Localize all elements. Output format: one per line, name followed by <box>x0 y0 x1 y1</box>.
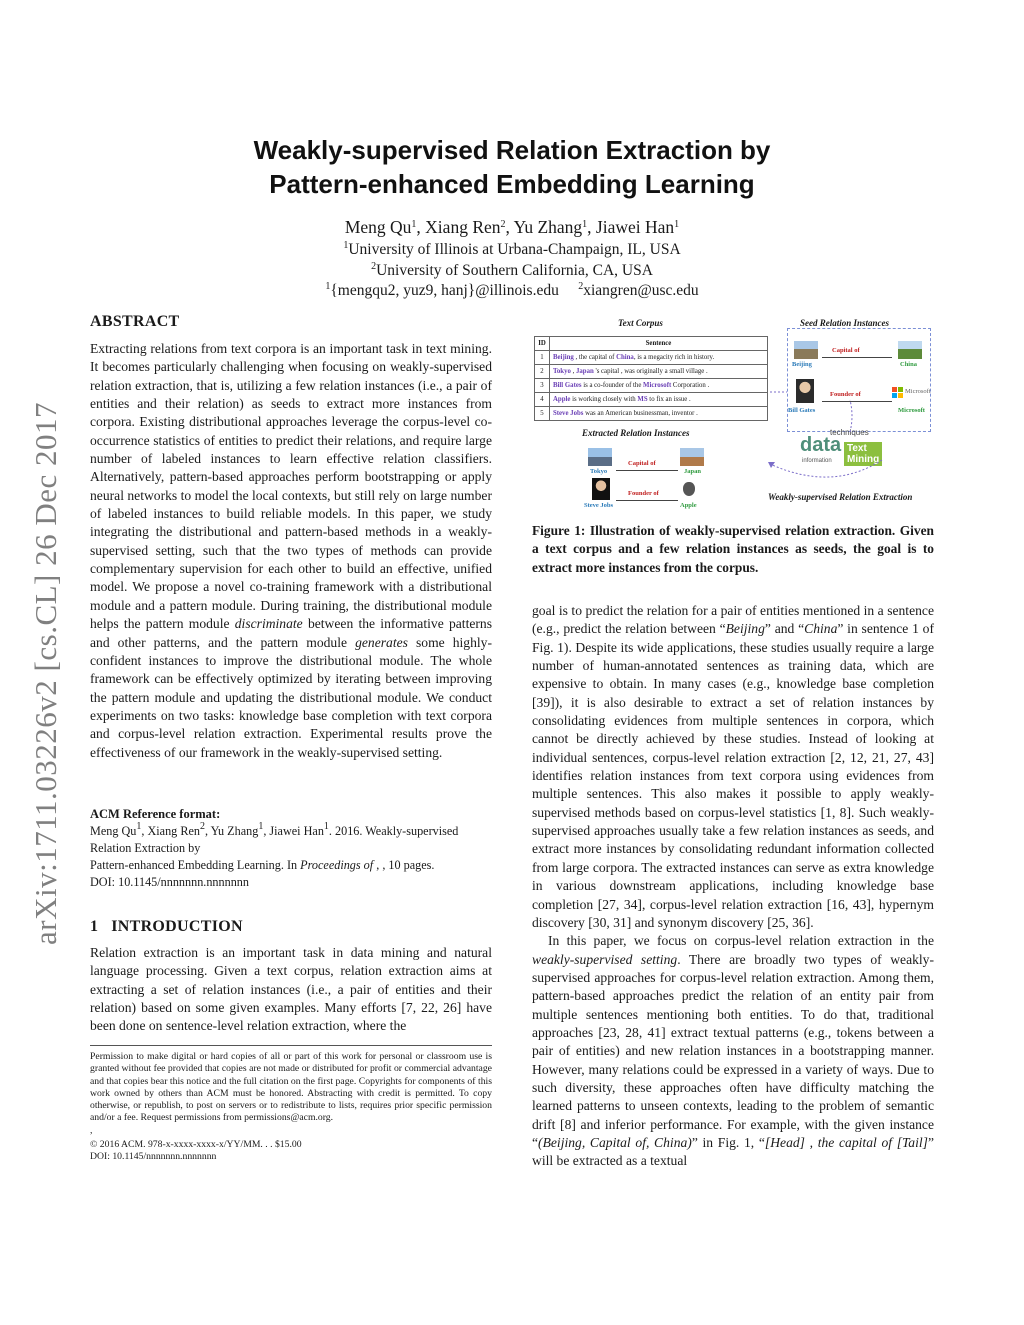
body-text: ” in Fig. 1, “ <box>691 1134 765 1150</box>
founder-of-label: Founder of <box>830 391 861 398</box>
section-number: 1 <box>90 918 99 935</box>
body-text: . There are broadly two types of weakly-supervised approaches for corpus-level relation extraction. Among them, pattern-based approaches predict the relation of an entity pair from multiple sentences mentioning both entities. To do that, traditional approaches [23, 28, 41] extract textual patterns (e.g., tokens between a pair of entities) and new relation instances in a bootstrapping manner. However, many relations could be expressed in a variety of ways. Due to such diversity, these approaches often have difficulty matching the learned patterns to unseen contexts, leading to the problem of semantic drift [8] and inferior performance. For example, with the given instance “ <box>532 951 934 1150</box>
figure-1 <box>532 312 932 517</box>
ref-emphasis: Proceedings of <box>300 858 374 872</box>
flow-arrows <box>532 312 932 517</box>
author-name: Meng Qu <box>344 217 412 237</box>
extracted-instances-label: Extracted Relation Instances <box>582 428 690 438</box>
affiliation-marker: 1 <box>323 821 329 832</box>
entity: China <box>616 354 634 361</box>
abstract-emphasis: generates <box>355 634 408 650</box>
bill-gates-caption: Bill Gates <box>788 407 816 414</box>
entity: Tokyo <box>553 368 571 375</box>
microsoft-caption: Microsoft <box>898 407 925 414</box>
permission-footnote <box>90 1051 492 1164</box>
affiliation-line <box>200 240 824 261</box>
affiliation-text: University of Southern California, CA, USA <box>376 261 653 279</box>
seed-instances-label: Seed Relation Instances <box>800 318 890 328</box>
paper-title <box>140 133 884 201</box>
row-id: 4 <box>535 393 550 407</box>
abstract-text: some highly-confident instances to improve the distributional module. The whole framework can be effectively optimized by iterating between improving the pattern module and updating the distributional module. We conduct experiments on two tasks: knowledge base completion with text corpora and corpus-level relation extraction. Experimental results prove the effectiveness of our framework in the weakly-supervised setting. <box>90 634 492 760</box>
row-id: 2 <box>535 365 550 379</box>
email-line <box>200 281 824 302</box>
ref-doi: DOI: 10.1145/nnnnnnn.nnnnnnn <box>90 875 249 889</box>
sentence-text: Corporation . <box>671 382 710 389</box>
affiliation-marker: 2 <box>578 281 584 292</box>
abstract-emphasis: discriminate <box>234 616 303 632</box>
footnote-copyright: © 2016 ACM. 978-x-xxxx-xxxx-x/YY/MM. . . $15.00 <box>90 1139 302 1151</box>
abstract-text: between the informative patterns and other patterns, and the pattern module <box>90 616 492 650</box>
affiliations <box>200 240 824 302</box>
sentence-text: to fix an issue . <box>647 396 691 403</box>
affiliation-marker: 1 <box>582 219 588 230</box>
body-emphasis: (Beijing, Capital of, China) <box>538 1134 692 1150</box>
weakly-supervised-label: Weakly-supervised Relation Extraction <box>768 492 913 502</box>
steve-jobs-caption: Steve Jobs <box>584 502 614 509</box>
capital-of-label: Capital of <box>832 347 860 354</box>
author-list: Meng Qu$^1$, Xiang Ren$^2$, Yu Zhang$^1$, Jiawei Han$^1$ <box>344 217 680 237</box>
affiliation-marker: 1 <box>258 821 264 832</box>
founder-of-label: Founder of <box>628 490 659 497</box>
intro-heading <box>90 918 243 936</box>
section-title: INTRODUCTION <box>111 918 243 935</box>
body-text: goal is to predict the relation for a pair of entities mentioned in a sentence (e.g., predict the relation between “ <box>532 603 934 637</box>
ref-text: , Yu Zhang <box>204 824 259 838</box>
row-id: 5 <box>535 407 550 421</box>
affiliation-line <box>200 261 824 282</box>
affiliation-marker: 1 <box>136 821 142 832</box>
entity: Steve Jobs <box>553 410 584 417</box>
footnote-text: Permission to make digital or hard copies of all or part of this work for personal or classroom use is granted without fee provided that copies are not made or distributed for profit or commercial advantage and that copies bear this notice and the full citation on the first page. Copyrights for components of this work owned by others than ACM must be honored. Abstracting with credit is permitted. To copy otherwise, or republish, to post on servers or to redistribute to lists, requires prior specific permission and/or a fee. Request permissions from permissions@acm.org. <box>90 1051 492 1124</box>
sentence-text: is working closely with <box>570 396 638 403</box>
email-address: xiangren@usc.edu <box>583 282 699 299</box>
body-text: ” will be extracted as a textual <box>532 1134 934 1169</box>
footnote-doi: DOI: 10.1145/nnnnnnn.nnnnnnn <box>90 1151 217 1163</box>
capital-of-label: Capital of <box>628 460 656 467</box>
text-corpus-label: Text Corpus <box>618 318 663 328</box>
email-address: {mengqu2, yuz9, hanj}@illinois.edu <box>330 282 559 299</box>
affiliation-marker: 1 <box>674 219 680 230</box>
ref-text: Pattern-enhanced Embedding Learning. In <box>90 858 301 872</box>
affiliation-marker: 2 <box>500 219 506 230</box>
cloud-word: data <box>800 434 842 456</box>
china-caption: China <box>900 361 917 368</box>
entity: MS <box>637 396 648 403</box>
title-line-2: Pattern-enhanced Embedding Learning <box>269 169 755 199</box>
abstract-heading: ABSTRACT <box>90 313 180 330</box>
ref-text: Meng Qu <box>90 824 137 838</box>
table-header-id: ID <box>535 337 550 351</box>
affiliation-text: University of Illinois at Urbana-Champaign, IL, USA <box>348 241 681 258</box>
body-emphasis: China <box>804 621 838 637</box>
author-name: Yu Zhang <box>513 217 583 237</box>
acm-reference <box>90 823 492 891</box>
intro-paragraph: Relation extraction is an important task in data mining and natural language processing. Given a text corpus, relation extraction aims at extracting a set of relation instances (i.e., a pair of entities and their relation) based on some given examples. Many efforts [7, 22, 26] have been done on sentence-level relation extraction, where the <box>90 945 492 1034</box>
author-name: Jiawei Han <box>595 217 675 237</box>
footnote-text: , <box>90 1124 93 1136</box>
sentence-text: , is a megacity rich in history. <box>633 354 715 361</box>
entity: Bill Gates <box>553 382 582 389</box>
paragraph <box>532 602 934 932</box>
title-line-1: Weakly-supervised Relation Extraction by <box>253 135 771 165</box>
cloud-word: techniques <box>830 428 869 437</box>
author-name: Xiang Ren <box>425 217 501 237</box>
tokyo-caption: Tokyo <box>590 468 608 475</box>
entity: Japan <box>576 368 594 375</box>
abstract-text: Extracting relations from text corpora is an important task in text mining. It becomes particularly challenging when focusing on weakly-supervised relation extraction, that is, utilizing a few relation instances (i.e., a pair of entities and their relation) as seeds to extract more instances from corpora. Existing distributional approaches leverage the corpus-level co-occurrence statistics of entities to predict their relations, and require large number of labeled instances to learn effective relation classifiers. Alternatively, pattern-based approaches perform bootstrapping or apply neural networks to model the local contexts, but still rely on large number of labeled instances to build reliable models. In this paper, we study integrating the distributional and pattern-based methods in a weakly-supervised setting, such that the two types of methods can provide complementary supervision for each other to build an effective, unified model. We propose a novel co-training framework with a distributional module and a pattern module. During training, the distributional module helps the pattern module <box>90 341 492 632</box>
figure-caption: Figure 1: Illustration of weakly-supervised relation extraction. Given a text corpus and a few relation instances as seeds, the goal is to extract more instances from the corpus. <box>532 523 934 575</box>
apple-caption: Apple <box>680 502 697 509</box>
right-column-body <box>532 602 934 1171</box>
paragraph <box>532 932 934 1170</box>
cloud-word: Text <box>847 443 867 454</box>
cloud-word: information <box>802 458 832 464</box>
body-text: ” in sentence 1 of Fig. 1). Despite its wide applications, these studies usually require a large number of human-annotated sentences as training data, which are expensive to obtain. In many cases (e.g., knowledge base completion [39]), it is also desirable to extract a set of relation instances by consolidating evidences from multiple sentences in corpora, which cannot be directly achieved by these studies. Instead of looking at individual sentences, corpus-level relation extraction [2, 12, 21, 27, 43] identifies relation instances from text corpora using evidences from multiple sentences. This also makes it possible to apply weakly-supervised methods based on corpus-level statistics [1, 8]. Such weakly-supervised approaches usually take a few relation instances as seeds, and extract more instances by consolidating redundant information collected from large corpora. The extracted instances can serve as extra knowledge in various downstream applications, including knowledge base completion [27, 34], corpus-level relation extraction [16, 43], hypernym discovery [30, 31] and synonym discovery [25, 36]. <box>532 621 934 930</box>
body-emphasis: Beijing <box>725 621 765 637</box>
entity: Beijing <box>553 354 574 361</box>
ref-text: , , 10 pages. <box>373 858 435 872</box>
sentence-text: , <box>570 368 576 375</box>
affiliation-marker: 1 <box>343 240 349 251</box>
row-id: 3 <box>535 379 550 393</box>
body-emphasis: [Head] , the capital of [Tail] <box>764 1134 928 1150</box>
sentence-text: , the capital of <box>573 354 617 361</box>
entity: Microsoft <box>643 382 672 389</box>
sentence-text: was an American businessman, inventor . <box>583 410 698 417</box>
body-text: ” and “ <box>764 621 805 637</box>
affiliation-marker: 2 <box>199 821 205 832</box>
entity: Apple <box>553 396 571 403</box>
affiliation-marker: 2 <box>371 260 377 272</box>
affiliation-marker: 1 <box>325 281 331 292</box>
beijing-caption: Beijing <box>792 361 812 368</box>
body-text: In this paper, we focus on corpus-level relation extraction in the <box>548 933 934 949</box>
body-emphasis: weakly-supervised setting <box>532 951 678 967</box>
arxiv-side-stamp: arXiv:1711.03226v2 [cs.CL] 26 Dec 2017 <box>28 401 63 945</box>
microsoft-logo-text: Microsoft <box>905 388 931 395</box>
japan-caption: Japan <box>684 468 701 475</box>
affiliation-marker: 1 <box>411 219 417 230</box>
sentence-text: 's capital , was originally a small village . <box>593 368 708 375</box>
ref-text: , Xiang Ren <box>141 824 200 838</box>
row-id: 1 <box>535 351 550 365</box>
cloud-word: Mining <box>847 454 880 465</box>
abstract-body <box>90 340 492 762</box>
acm-reference-heading: ACM Reference format: <box>90 807 221 821</box>
table-header-sentence: Sentence <box>550 337 768 351</box>
ref-text: . 2016. Weakly-supervised Relation Extraction by <box>90 824 459 855</box>
sentence-text: is a co-founder of the <box>581 382 644 389</box>
ref-text: , Jiawei Han <box>263 824 324 838</box>
footnote-rule <box>90 1045 492 1046</box>
